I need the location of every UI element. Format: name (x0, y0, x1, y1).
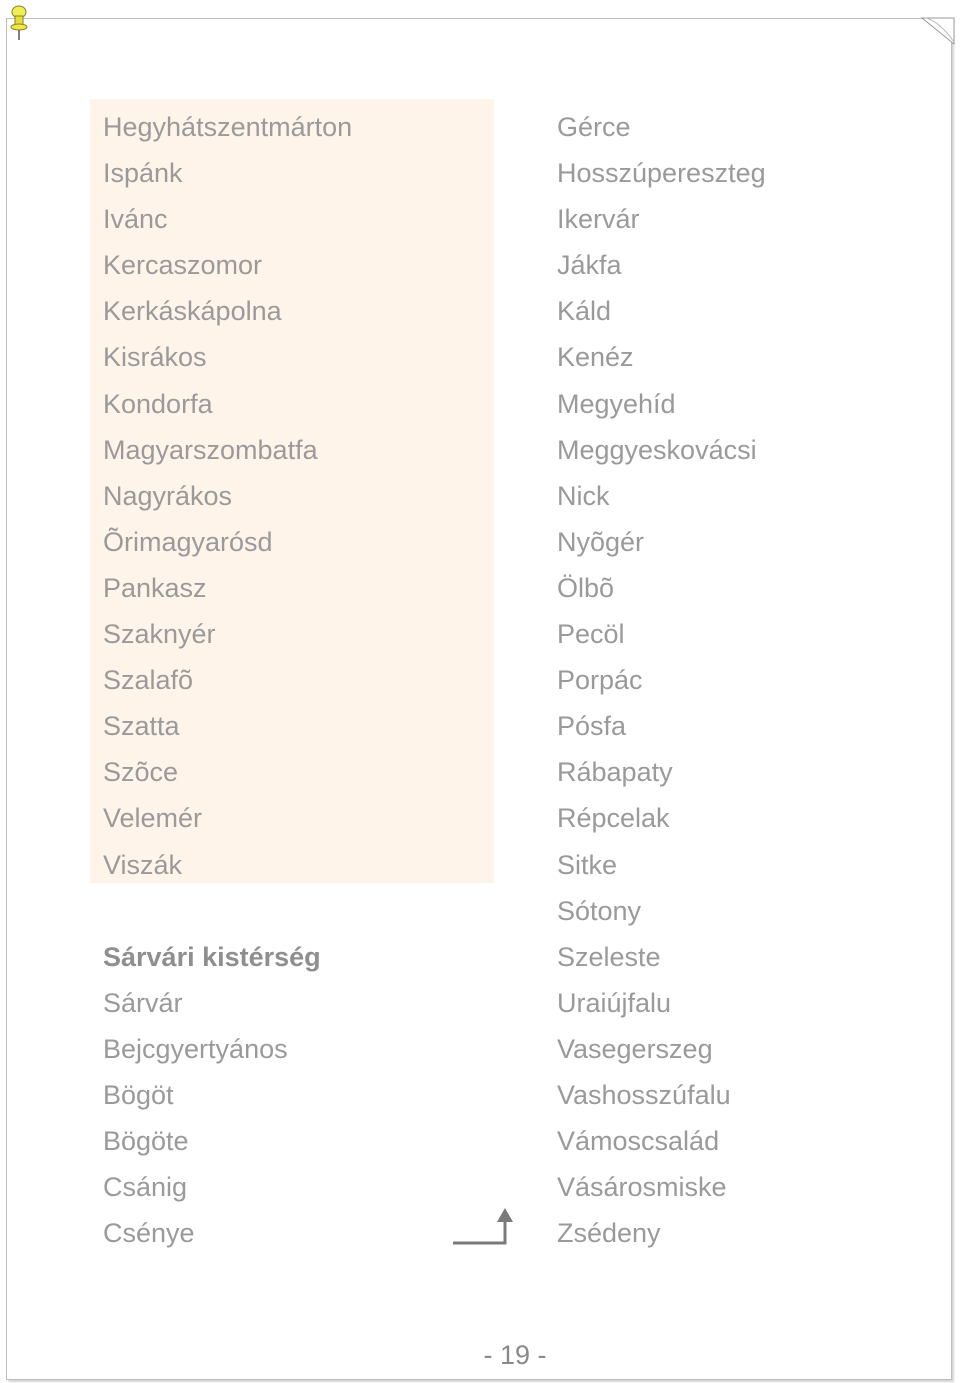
list-item: Szeleste (557, 941, 661, 972)
return-arrow-icon (450, 1206, 520, 1248)
list-item: Kerkáskápolna (103, 296, 282, 327)
list-item: Szaknyér (103, 619, 216, 650)
list-item: Szalafõ (103, 665, 194, 696)
list-item: Répcelak (557, 803, 670, 834)
page-curl-icon (920, 16, 956, 46)
list-item: Hosszúpereszteg (557, 158, 766, 189)
list-item: Bögöt (103, 1079, 174, 1110)
list-item: Sitke (557, 849, 618, 880)
list-item: Megyehíd (557, 388, 676, 419)
list-item: Kercaszomor (103, 250, 263, 281)
list-item: Kondorfa (103, 388, 213, 419)
right-column (557, 104, 766, 1256)
list-item: Porpác (557, 665, 643, 696)
list-item: Ispánk (103, 158, 183, 189)
list-item: Kisrákos (103, 342, 207, 373)
list-item: Ikervár (557, 204, 640, 235)
list-item: Kenéz (557, 342, 634, 373)
list-item: Nick (557, 480, 610, 511)
list-item: Pankasz (103, 572, 207, 603)
list-item: Sárvár (103, 987, 183, 1018)
list-spacer (103, 888, 352, 934)
list-item: Gérce (557, 112, 631, 142)
list-item: Rábapaty (557, 757, 673, 788)
list-item: Jákfa (557, 250, 622, 281)
list-item: Szatta (103, 711, 180, 742)
list-item: Magyarszombatfa (103, 434, 318, 465)
list-item: Hegyhátszentmárton (103, 112, 353, 142)
list-item: Vámoscsalád (557, 1126, 720, 1157)
list-item: Meggyeskovácsi (557, 434, 757, 465)
list-item: Zsédeny (557, 1218, 661, 1249)
list-item: Nyõgér (557, 526, 645, 557)
list-item: Sótony (557, 895, 642, 926)
list-item: Ivánc (103, 204, 168, 235)
list-item: Szõce (103, 757, 179, 788)
list-item: Velemér (103, 803, 203, 834)
left-column (103, 104, 352, 1256)
list-item: Vashosszúfalu (557, 1079, 731, 1110)
list-item: Vásárosmiske (557, 1172, 727, 1203)
list-item: Nagyrákos (103, 480, 233, 511)
page-number: - 19 - (483, 1340, 547, 1370)
list-item: Pósfa (557, 711, 627, 742)
list-item: Bejcgyertyános (103, 1033, 288, 1064)
list-item: Uraiújfalu (557, 987, 672, 1018)
list-item: Csénye (103, 1218, 195, 1249)
list-item: Vasegerszeg (557, 1033, 713, 1064)
list-item: Bögöte (103, 1126, 189, 1157)
section-heading: Sárvári kistérség (103, 941, 321, 972)
list-item: Káld (557, 296, 612, 327)
pushpin-icon (6, 4, 32, 42)
list-item: Viszák (103, 849, 183, 880)
list-item: Ölbõ (557, 572, 615, 603)
list-item: Pecöl (557, 619, 625, 650)
list-item: Õrimagyarósd (103, 526, 273, 557)
list-item: Csánig (103, 1172, 188, 1203)
